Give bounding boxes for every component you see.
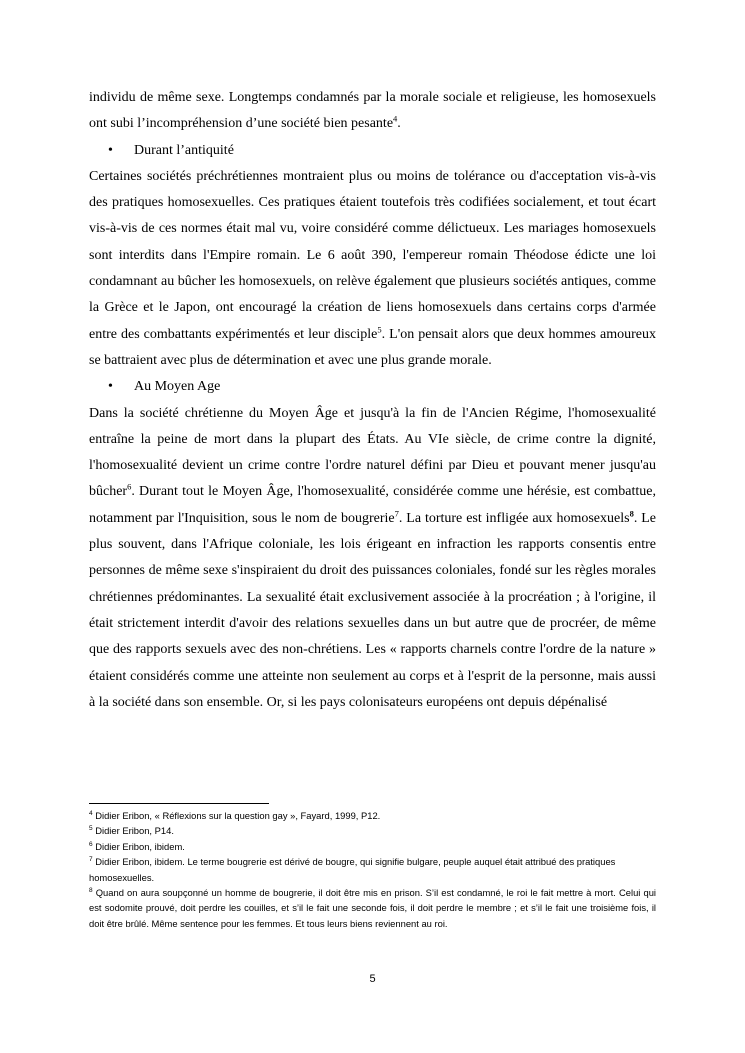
footnote-ref-6: 6: [127, 481, 132, 492]
bullet-item-middle-ages: • Au Moyen Age: [89, 374, 656, 400]
footnote-ref-4: 4: [393, 113, 398, 124]
footnote-6: $^6$ Didier Eribon, ibidem.: [89, 840, 185, 852]
bullet-dot-icon: •: [108, 142, 113, 158]
paragraph-intro: individu de même sexe. Longtemps condamnés par la morale sociale et religieuse, les homosexuels ont subi l’incompréhension d’une société bien pesante$^4$.: [89, 90, 656, 132]
page-number: 5: [369, 973, 376, 985]
paragraph-antiquity: Certaines sociétés préchrétiennes montraient plus ou moins de tolérance ou d'acceptation vis-à-vis des pratiques homosexuelles. Ces pratiques étaient toutefois très codifiées socialement, et tout écart vis-à-vis de ces normes était mal vu, voire considéré comme délictueux. Les mariages homosexuels sont interdits dans l'Empire romain. Le 6 août 390, l'empereur romain Théodose édicte une loi condamnant au bûcher les homosexuels, on relève également que plusieurs sociétés antiques, comme la Grèce et le Japon, ont encouragé la création de liens homosexuels dans certains corps d'armée entre des combattants expérimentés et leur disciple$^5$. L'on pensait alors que deux hommes amoureux se battraient avec plus de détermination et avec une plus grande morale.: [89, 168, 656, 368]
footnote-4: $^4$ Didier Eribon, « Réflexions sur la question gay », Fayard, 1999, P12.: [89, 809, 381, 821]
footnote-7: $^7$ Didier Eribon, ibidem. Le terme bougrerie est dérivé de bougre, qui signifie bulgare, peuple auquel était attribué des pratiques homosexuelles.: [89, 856, 616, 883]
footnote-ref-5: 5: [377, 324, 382, 335]
bullet-dot-icon: •: [108, 379, 113, 395]
footnote-8: $^8$ Quand on aura soupçonné un homme de bougrerie, il doit être mis en prison. S’il est condamné, le roi le fait mettre à mort. Celui qui est sodomite prouvé, doit perdre les couilles, et s’il le fait une seconde fois, il doit perdre le membre ; et s’il le fait une troisième fois, il doit être brûlé. Même sentence pour les femmes. Et tous leurs biens reviennent au roi.: [89, 886, 657, 929]
paragraph-middle-ages: Dans la société chrétienne du Moyen Âge et jusqu'à la fin de l'Ancien Régime, l'homosexualité entraîne la peine de mort dans la plupart des États. Au VIe siècle, de crime contre la dignité, l'homosexualité devient un crime contre l'ordre naturel défini par Dieu et pouvant mener jusqu'au bûcher$^6$. Durant tout le Moyen Âge, l'homosexualité, considérée comme une hérésie, est combattue, notamment par l'Inquisition, sous le nom de bougrerie$^7$. La torture est infligée aux homosexuels$^8$. Le plus souvent, dans l'Afrique coloniale, les lois érigeant en infraction les rapports consentis entre personnes de même sexe s'inspiraient du droit des puissances coloniales, fondé sur les règles morales chrétiennes prédominantes. La sexualité était exclusivement associée à la procréation ; à l'origine, il était strictement interdit d'avoir des relations sexuelles dans un but autre que de procréer, de même que des rapports sexuels avec des non-chrétiens. Les « rapports charnels contre l'ordre de la nature » étaient considérés comme une atteinte non seulement au corps et à l'esprit de la personne, mais aussi à la société dans son ensemble. Or, si les pays colonisateurs européens ont depuis dépénalisé: [89, 405, 656, 710]
footnote-5: $^5$ Didier Eribon, P14.: [89, 825, 174, 837]
bullet-item-antiquity: • Durant l’antiquité: [89, 138, 656, 164]
body-text: [89, 85, 656, 716]
footnotes: [89, 808, 656, 931]
footnote-ref-7: 7: [394, 508, 399, 519]
footnote-ref-8: 8: [629, 508, 634, 519]
footnote-separator: [89, 803, 269, 804]
